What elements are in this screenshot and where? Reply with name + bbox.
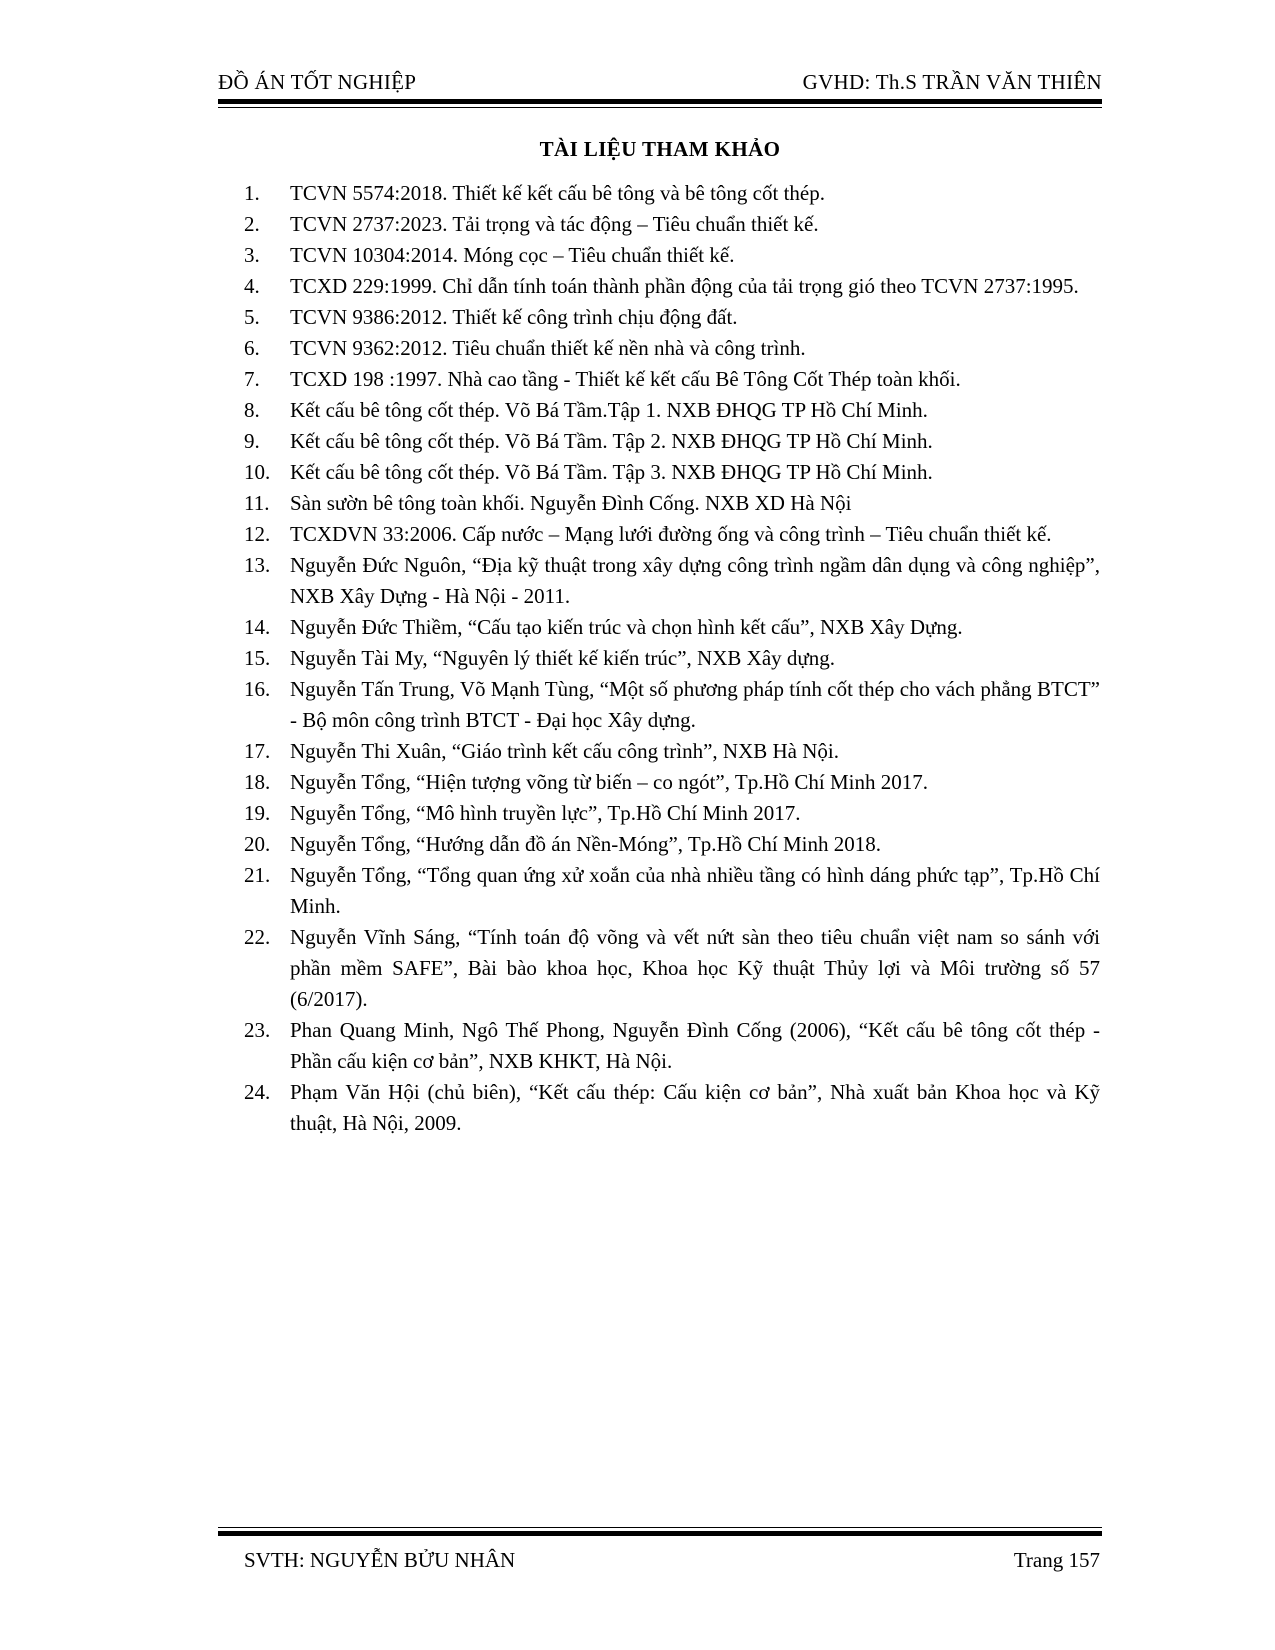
reference-number: 19. bbox=[244, 801, 271, 825]
reference-text: Nguyễn Thi Xuân, “Giáo trình kết cấu công trình”, NXB Hà Nội. bbox=[290, 739, 839, 763]
page-title: TÀI LIỆU THAM KHẢO bbox=[539, 137, 781, 161]
reference-number: 9. bbox=[244, 429, 260, 453]
reference-number: 16. bbox=[244, 677, 271, 701]
reference-text: TCVN 5574:2018. Thiết kế kết cấu bê tông và bê tông cốt thép. bbox=[290, 181, 825, 205]
reference-text: Phan Quang Minh, Ngô Thế Phong, Nguyễn Đình Cống (2006), “Kết cấu bê tông cốt thép - Phần cấu kiện cơ bản”, NXB KHKT, Hà Nội. bbox=[290, 1018, 1100, 1073]
reference-item bbox=[244, 457, 1100, 488]
reference-item bbox=[244, 643, 1100, 674]
reference-text: Nguyễn Tổng, “Hướng dẫn đồ án Nền-Móng”, Tp.Hồ Chí Minh 2018. bbox=[290, 832, 881, 856]
reference-item bbox=[244, 767, 1100, 798]
reference-item bbox=[244, 736, 1100, 767]
document-type-label: ĐỒ ÁN TỐT NGHIỆP bbox=[218, 70, 417, 94]
reference-item bbox=[244, 364, 1100, 395]
reference-text: TCVN 9386:2012. Thiết kế công trình chịu động đất. bbox=[290, 305, 738, 329]
reference-number: 6. bbox=[244, 336, 260, 360]
reference-text: Nguyễn Tổng, “Tổng quan ứng xử xoắn của nhà nhiều tầng có hình dáng phức tạp”, Tp.Hồ Chí Minh. bbox=[290, 863, 1100, 918]
reference-item bbox=[244, 829, 1100, 860]
reference-number: 13. bbox=[244, 553, 271, 577]
reference-item bbox=[244, 395, 1100, 426]
reference-number: 18. bbox=[244, 770, 271, 794]
reference-text: TCVN 9362:2012. Tiêu chuẩn thiết kế nền nhà và công trình. bbox=[290, 336, 806, 360]
reference-number: 21. bbox=[244, 863, 271, 887]
reference-item bbox=[244, 333, 1100, 364]
reference-item bbox=[244, 271, 1100, 302]
reference-item bbox=[244, 209, 1100, 240]
reference-text: Nguyễn Vĩnh Sáng, “Tính toán độ võng và vết nứt sàn theo tiêu chuẩn việt nam so sánh với phần mềm SAFE”, Bài bào khoa học, Khoa học Kỹ thuật Thủy lợi và Môi trường số 57 (6/2017). bbox=[290, 925, 1100, 1011]
reference-number: 24. bbox=[244, 1080, 271, 1104]
reference-number: 5. bbox=[244, 305, 260, 329]
reference-item bbox=[244, 240, 1100, 271]
reference-number: 7. bbox=[244, 367, 260, 391]
reference-text: Nguyễn Tấn Trung, Võ Mạnh Tùng, “Một số phương pháp tính cốt thép cho vách phẳng BTCT” - Bộ môn công trình BTCT - Đại học Xây dựng. bbox=[290, 677, 1100, 732]
reference-item bbox=[244, 798, 1100, 829]
footer-rule-thin bbox=[218, 1527, 1102, 1528]
reference-number: 14. bbox=[244, 615, 271, 639]
reference-item bbox=[244, 860, 1100, 922]
reference-number: 4. bbox=[244, 274, 260, 298]
student-label: SVTH: NGUYỄN BỬU NHÂN bbox=[244, 1548, 516, 1572]
reference-text: Nguyễn Đức Nguôn, “Địa kỹ thuật trong xây dựng công trình ngầm dân dụng và công nghiệp”, NXB Xây Dựng - Hà Nội - 2011. bbox=[290, 553, 1100, 608]
reference-item bbox=[244, 426, 1100, 457]
reference-text: TCVN 10304:2014. Móng cọc – Tiêu chuẩn thiết kế. bbox=[290, 243, 735, 267]
reference-item bbox=[244, 674, 1100, 736]
reference-item bbox=[244, 612, 1100, 643]
reference-list bbox=[244, 178, 1100, 1139]
reference-item bbox=[244, 178, 1100, 209]
reference-text: TCXDVN 33:2006. Cấp nước – Mạng lưới đường ống và công trình – Tiêu chuẩn thiết kế. bbox=[290, 522, 1052, 546]
reference-number: 11. bbox=[244, 491, 270, 515]
reference-number: 22. bbox=[244, 925, 271, 949]
reference-text: TCXD 229:1999. Chỉ dẫn tính toán thành phần động của tải trọng gió theo TCVN 2737:1995. bbox=[290, 274, 1079, 298]
reference-text: Nguyễn Đức Thiềm, “Cấu tạo kiến trúc và chọn hình kết cấu”, NXB Xây Dựng. bbox=[290, 615, 963, 639]
reference-text: Nguyễn Tổng, “Hiện tượng võng từ biến – co ngót”, Tp.Hồ Chí Minh 2017. bbox=[290, 770, 928, 794]
page-footer bbox=[244, 1548, 1100, 1578]
reference-item bbox=[244, 550, 1100, 612]
reference-item bbox=[244, 519, 1100, 550]
header-rule-thin bbox=[218, 107, 1102, 108]
reference-text: Nguyễn Tài My, “Nguyên lý thiết kế kiến trúc”, NXB Xây dựng. bbox=[290, 646, 836, 670]
page-header bbox=[218, 70, 1102, 100]
reference-number: 10. bbox=[244, 460, 271, 484]
reference-item bbox=[244, 1077, 1100, 1139]
reference-number: 17. bbox=[244, 739, 271, 763]
footer-rule-thick bbox=[218, 1531, 1102, 1536]
reference-number: 20. bbox=[244, 832, 271, 856]
reference-text: Nguyễn Tổng, “Mô hình truyền lực”, Tp.Hồ Chí Minh 2017. bbox=[290, 801, 801, 825]
reference-number: 1. bbox=[244, 181, 260, 205]
page-number: Trang 157 bbox=[1013, 1548, 1100, 1572]
reference-text: Sàn sườn bê tông toàn khối. Nguyễn Đình Cống. NXB XD Hà Nội bbox=[290, 491, 852, 515]
reference-item bbox=[244, 1015, 1100, 1077]
reference-number: 3. bbox=[244, 243, 260, 267]
reference-number: 23. bbox=[244, 1018, 271, 1042]
reference-number: 8. bbox=[244, 398, 260, 422]
reference-number: 2. bbox=[244, 212, 260, 236]
advisor-label: GVHD: Th.S TRẦN VĂN THIÊN bbox=[802, 70, 1102, 94]
reference-text: Kết cấu bê tông cốt thép. Võ Bá Tầm. Tập 3. NXB ĐHQG TP Hồ Chí Minh. bbox=[290, 460, 933, 484]
reference-text: Kết cấu bê tông cốt thép. Võ Bá Tầm. Tập 2. NXB ĐHQG TP Hồ Chí Minh. bbox=[290, 429, 933, 453]
reference-item bbox=[244, 302, 1100, 333]
reference-item bbox=[244, 922, 1100, 1015]
reference-text: Phạm Văn Hội (chủ biên), “Kết cấu thép: Cấu kiện cơ bản”, Nhà xuất bản Khoa học và Kỹ thuật, Hà Nội, 2009. bbox=[290, 1080, 1100, 1135]
reference-text: TCVN 2737:2023. Tải trọng và tác động – Tiêu chuẩn thiết kế. bbox=[290, 212, 819, 236]
reference-number: 12. bbox=[244, 522, 271, 546]
reference-text: TCXD 198 :1997. Nhà cao tầng - Thiết kế kết cấu Bê Tông Cốt Thép toàn khối. bbox=[290, 367, 961, 391]
reference-text: Kết cấu bê tông cốt thép. Võ Bá Tầm.Tập 1. NXB ĐHQG TP Hồ Chí Minh. bbox=[290, 398, 928, 422]
header-rule-thick bbox=[218, 99, 1102, 104]
reference-number: 15. bbox=[244, 646, 271, 670]
reference-item bbox=[244, 488, 1100, 519]
